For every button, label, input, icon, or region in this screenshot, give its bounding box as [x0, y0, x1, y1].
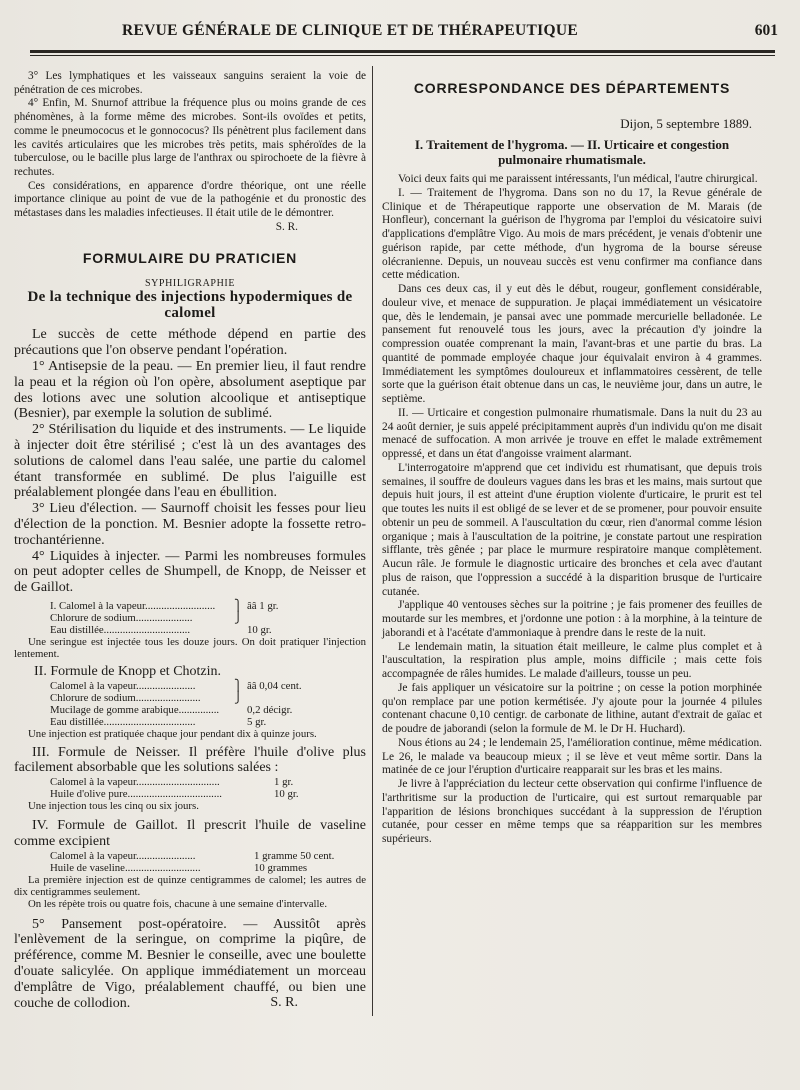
final-signature: S. R. — [270, 995, 298, 1011]
formula-3 — [14, 745, 366, 813]
body-paragraph: Je livre à l'appréciation du lecteur cette observation qui confirme l'influence de l'arthritisme sur la production de l'urticaire, qui est surtout remarquable par l'apparition de lésions bronchiques succédant à la suppression de l'éruption cutanée, pour cesser en même temps que sa réapparition sur les membres supérieurs. — [382, 778, 762, 845]
body-paragraph: II. — Urticaire et congestion pulmonaire rhumatismale. Dans la nuit du 23 au 24 août dernier, je suis appelé précipitamment auprès d'un individu qu'on me disait menacé de suffocation. A mon arrivée je trouve en effet le malade extrêmement oppressé, et dans un état d'angoisse vraiment alarmant. — [382, 406, 762, 460]
body-paragraph: L'interrogatoire m'apprend que cet individu est rhumatisant, que depuis trois semaines, il souffre de douleurs vagues dans les bras et les mains, mais surtout que depuis huit jours, il est atteint d'une éruption violente d'urticaire, le prurit est tel que toutes les nuits il est obligé de se lever et de se promener, pour pouvoir ensuite obtenir un peu de sommeil. A l'auscultation du cœur, rien d'anormal comme lésion organique ; mais à l'auscultation de la poitrine, je constate partout une respiration sifflante, très gênée ; par place le murmure respiratoire manque complètement. Aucun râle. Je formule le diagnostic urticaire des bronches et cela avec d'autant plus de raison, que l'oppression a succédé à la disparition brusque de l'urticaire cutanée. — [382, 461, 762, 598]
formula-row — [14, 612, 366, 624]
formula-2 — [14, 664, 366, 740]
running-header — [0, 22, 800, 42]
left-column — [14, 70, 366, 1011]
formula-ingredient: Calomel à la vapeur...................... — [50, 680, 196, 693]
formula-ingredient: Calomel à la vapeur...................... — [50, 849, 196, 862]
formula-heading: II. Formule de Knopp et Chotzin. — [34, 664, 222, 680]
formula-1 — [14, 600, 366, 660]
formula-row — [14, 624, 366, 636]
formula-ingredient: Eau distillée.................................. — [50, 716, 196, 729]
formula-quantity: ââ 1 gr. — [247, 599, 279, 612]
formula-row — [14, 680, 366, 692]
body-paragraph: 3° Lieu d'élection. — Saurnoff choisit les fesses pour lieu d'élection de la ponction. M. Besnier adopte la fossette retro-trochantérienne. — [14, 501, 366, 548]
formula-row — [14, 600, 366, 612]
body-paragraph: 5° Pansement post-opératoire. — Aussitôt après l'enlèvement de la seringue, on comprime la piqûre, de préférence, comme M. Besnier le conseille, avec une boulette d'ouate salicylée. On applique immédiatement un morceau d'emplâtre de Vigo, préalablement chauffé, ou bien une couche de collodion. — [14, 916, 366, 1011]
dateline: Dijon, 5 septembre 1889. — [620, 116, 752, 131]
formula-ingredient: Chlorure de sodium........................ — [50, 692, 201, 705]
formula-quantity: 5 gr. — [247, 716, 267, 729]
body-paragraph: 1° Antisepsie de la peau. — En premier lieu, il faut rendre la peau et la région où l'on opère, absolument aseptique par des lotions avec une solution alcoolique et antiseptique (Besnier), par exemple la solution de sublimé. — [14, 359, 366, 422]
subsection-title: SYPHILIGRAPHIE — [144, 278, 236, 290]
formula-note: On les répète trois ou quatre fois, chacune à une semaine d'intervalle. — [28, 898, 328, 911]
body-paragraph: Nous étions au 24 ; le lendemain 25, l'amélioration continue, même médication. Le 26, le malade va beaucoup mieux ; il se lève et veut même sortir. Dans la matinée de ce jour l'éruption d'urticaire reapparait sur les bras et les mains. — [382, 736, 762, 777]
formula-row — [14, 716, 366, 728]
formula-note: Une seringue est injectée tous les douze jours. On doit pratiquer l'injection lentement. — [14, 635, 366, 661]
intro-signature: S. R. — [275, 220, 298, 233]
page-number: 601 — [754, 22, 778, 39]
formula-quantity: 10 gr. — [274, 788, 299, 801]
body-paragraph: Dans ces deux cas, il y eut dès le début, rougeur, gonflement considérable, douleur vive, et menace de suppuration. Je plaçai immédiatement un vésicatoire que, dès le lendemain, je pansai avec une pommade mercurielle belladonée. Le pansement fut renouvelé tous les jours, avec la précaution d'y joindre la compression ouatée comprenant la main, l'avant-bras et une partie du bras. La quantité de pommade employée chaque jour équivalait environ à 4 grammes. Immédiatement les symptômes douloureux et inflammatoires cessèrent, de telle sorte que la guérison était obtenue dans un cas, le neuvième jour, dans un autre, le septième. — [382, 283, 762, 405]
body-paragraph: Le succès de cette méthode dépend en partie des précautions que l'on observe pendant l'opération. — [14, 327, 366, 359]
formula-quantity: 10 gr. — [247, 623, 272, 636]
formula-note: Une injection tous les cinq ou six jours. — [28, 800, 199, 813]
formula-row — [14, 850, 366, 862]
formula-quantity: 1 gr. — [274, 776, 294, 789]
brace: ⎫ — [233, 599, 243, 612]
intro-paragraph: Ces considérations, en apparence d'ordre théorique, ont une réelle importance clinique au point de vue de la pathogénie et du pronostic des métastases dans les maladies infectieuses. Il était utile de le démontrer. — [14, 179, 366, 220]
section-title-formulaire: FORMULAIRE DU PRATICIEN — [82, 250, 298, 267]
section-title-correspondance: CORRESPONDANCE DES DÉPARTEMENTS — [413, 80, 731, 96]
formula-heading: IV. Formule de Gaillot. Il prescrit l'huile de vaseline comme excipient — [14, 818, 366, 850]
body-paragraph: Je fais appliquer un vésicatoire sur la poitrine ; on cesse la potion morphinée qu'on remplace par une potion kermétisée. J'y ajoute pour la journée 4 pilules contenant chacune 0,10 centigr. de carbonate de lithine, autant d'extrait de gaïac et de poudre de jaborandi (selon la formule de M. le Dr H. Huchard). — [382, 681, 762, 735]
formula-ingredient: Huile d'olive pure................................... — [50, 788, 222, 801]
formula-quantity: 10 grammes — [254, 861, 308, 874]
formula-ingredient: Huile de vaseline............................ — [50, 861, 201, 874]
formula-quantity — [247, 692, 366, 704]
brace: ⎭ — [233, 692, 243, 705]
formula-ingredient: Calomel à la vapeur............................... — [50, 776, 220, 789]
formula-ingredient: Chlorure de sodium..................... — [50, 611, 193, 624]
formula-row — [14, 788, 366, 800]
formula-heading: III. Formule de Neisser. Il préfère l'huile d'olive plus facilement absorbable que les solutions salées : — [14, 744, 366, 776]
header-rule-thin — [30, 55, 775, 56]
brace: ⎫ — [233, 680, 243, 693]
formula-ingredient: Mucilage de gomme arabique............... — [50, 704, 220, 717]
formula-row — [14, 692, 366, 704]
body-paragraph: J'applique 40 ventouses sèches sur la poitrine ; je fais promener des feuilles de moutarde sur les membres, et j'ordonne une potion : à la morphine, à la teinture de jaborandi et à l'acétate d'ammoniaque à prendre dans le reste de la nuit. — [382, 599, 762, 639]
body-paragraph: 2° Stérilisation du liquide et des instruments. — Le liquide à injecter doit être stérilisé ; c'est là un des avantages des solutions de calomel dans l'eau salée, une partie du calomel étant transformée en sublimé. De plus l'aiguille est préalablement plongée dans l'eau en ébullition. — [14, 422, 366, 501]
article-headline: I. Traitement de l'hygroma. — II. Urticaire et congestion pulmonaire rhumatismale. — [414, 137, 730, 167]
intro-paragraph: 4° Enfin, M. Snurnof attribue la fréquence plus ou moins grande de ces phénomènes, à la forme même des microbes. Sont-ils ovoïdes et petits, comme le pneumococus et le gonnococus? Ils pénètrent plus facilement dans les cavités articulaires que les microbes très petits, mais sphéroïdes de la tuberculose, ou le bacille plus large de l'anthrax ou spirochoete de la fièvre à rechutes. — [14, 97, 366, 178]
formula-ingredient: I. Calomel à la vapeur.......................... — [50, 599, 216, 612]
body-paragraph: I. — Traitement de l'hygroma. Dans son no du 17, la Revue générale de Clinique et de Thérapeutique rapporte une observation de M. Marais (de Honfleur), concernant la guérison de l'hygroma par l'emploi du vésicatoire suivi d'applications d'emplâtre Vigo. Au mois de mars précédent, je venais d'obtenir une guérison rapide, par cette méthode, d'un hygroma de la bourse séreuse olécranienne. Depuis, un nouveau succès est venu confirmer ma confiance dans cette médication. — [382, 186, 762, 282]
formula-quantity — [247, 612, 366, 624]
brace: ⎭ — [233, 611, 243, 624]
body-paragraph: Voici deux faits qui me paraissent intéressants, l'un médical, l'autre chirurgical. — [398, 173, 758, 185]
header-rule — [30, 50, 775, 53]
journal-title: REVUE GÉNÉRALE DE CLINIQUE ET DE THÉRAPEUTIQUE — [122, 22, 578, 39]
formula-note: Une injection est pratiquée chaque jour pendant dix à quinze jours. — [28, 728, 317, 741]
formula-quantity: ââ 0,04 cent. — [247, 680, 302, 693]
formula-quantity: 0,2 décigr. — [247, 704, 293, 717]
body-paragraph: 4° Liquides à injecter. — Parmi les nombreuses formules on peut adopter celles de Shumpell, de Knopp, de Neisser et de Gaillot. — [14, 548, 366, 596]
column-divider — [372, 66, 373, 1016]
formula-quantity: 1 gramme 50 cent. — [254, 849, 335, 862]
body-paragraph: Le lendemain matin, la situation était meilleure, le calme plus complet et à l'auscultation, la respiration plus ample, moins difficile ; mais cette fois accompagnée de râles humides. Le malade d'ailleurs, tousse un peu. — [382, 640, 762, 680]
formula-4 — [14, 818, 366, 910]
formula-row — [14, 704, 366, 716]
intro-paragraph: 3° Les lymphatiques et les vaisseaux sanguins seraient la voie de pénétration de ces microbes. — [14, 70, 366, 96]
right-column — [382, 70, 762, 847]
formula-row — [14, 776, 366, 788]
formula-ingredient: Eau distillée................................ — [50, 623, 191, 636]
article-title: De la technique des injections hypodermiques de calomel — [27, 289, 353, 322]
formula-note: La première injection est de quinze centigrammes de calomel; les autres de dix centigrammes seulement. — [14, 873, 366, 899]
formula-row — [14, 862, 366, 874]
